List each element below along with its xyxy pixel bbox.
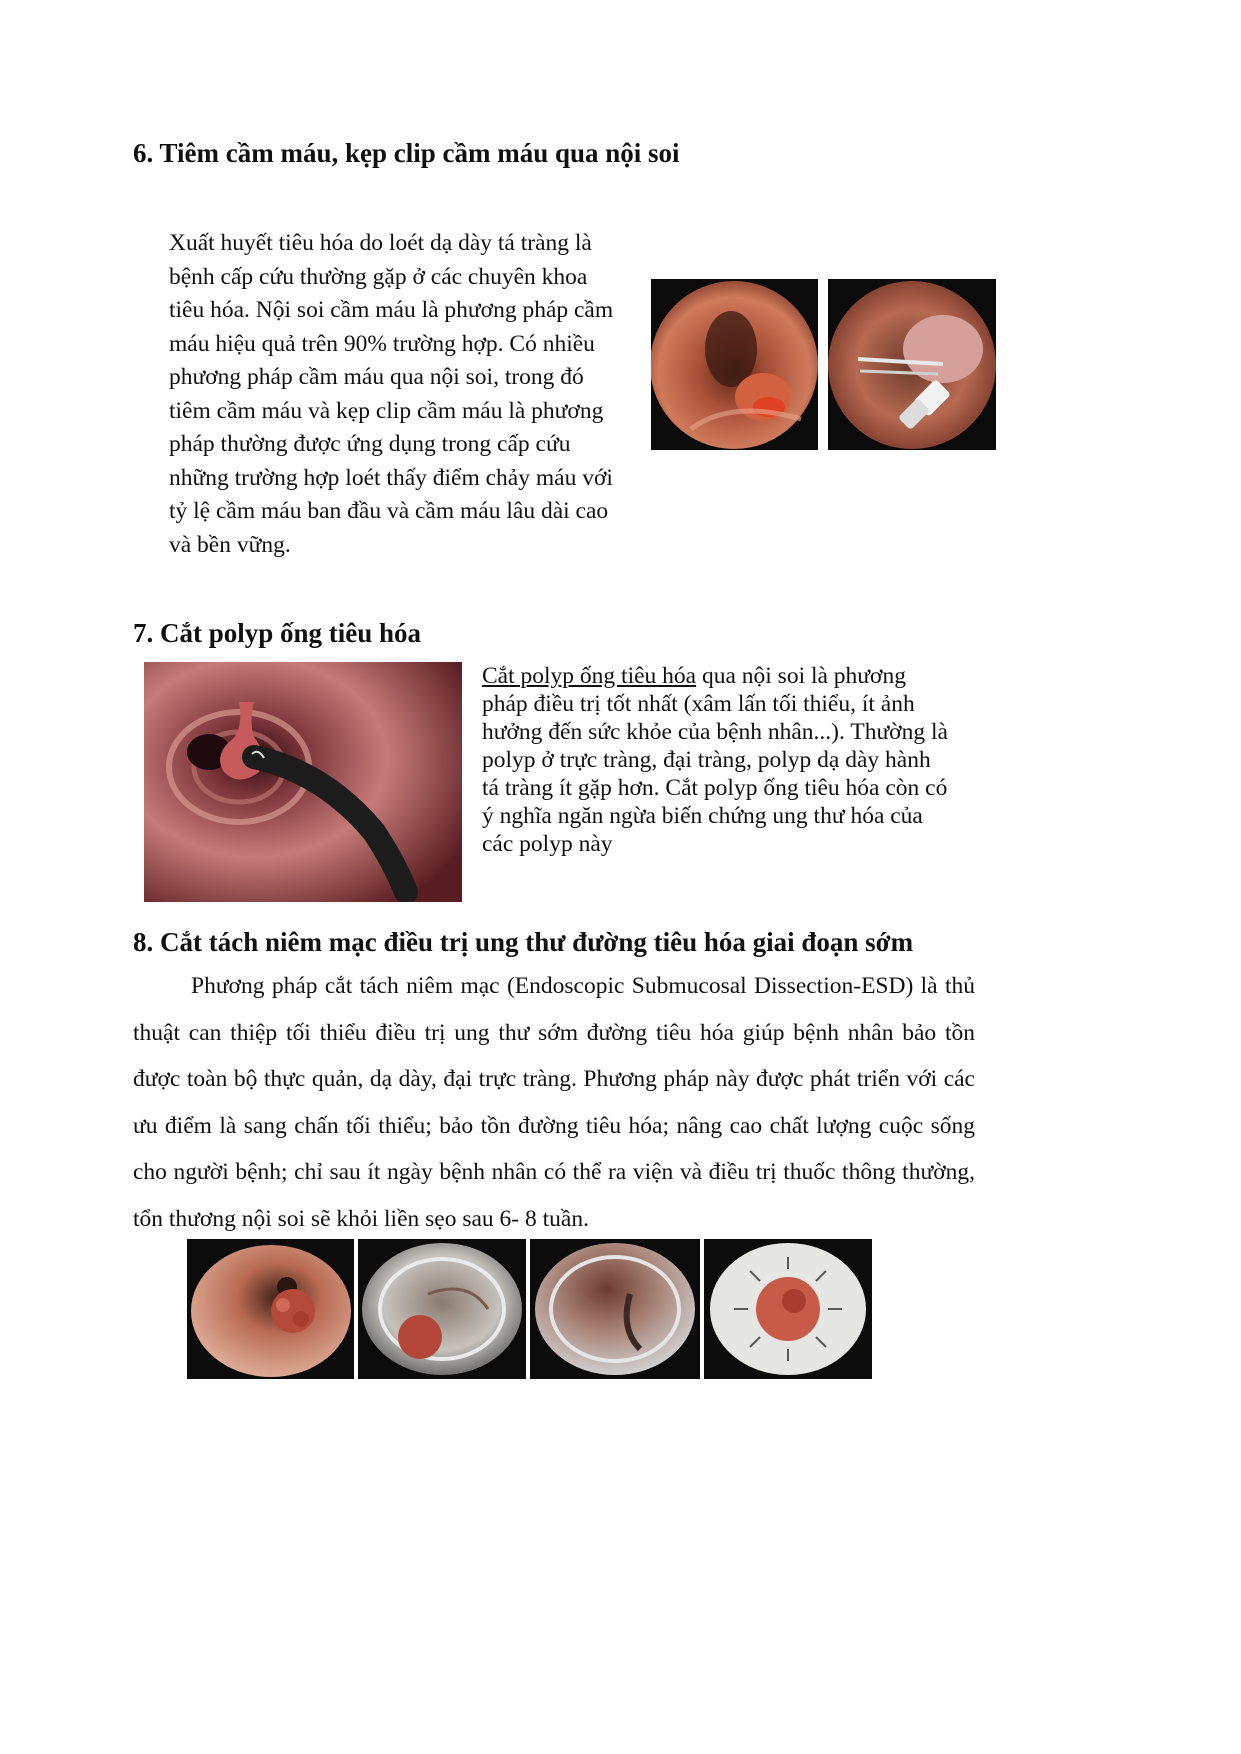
polyp-link[interactable]: Cắt polyp ống tiêu hóa — [482, 663, 697, 689]
esd-image-lesion — [187, 1239, 354, 1379]
esd-image-dissection — [530, 1239, 700, 1379]
text-line: tỷ lệ cầm máu ban đầu và cầm máu lâu dài cao — [169, 498, 609, 524]
polyp-illustration — [144, 662, 462, 902]
section-7-heading: 7. Cắt polyp ống tiêu hóa — [133, 618, 422, 648]
text-line: ý nghĩa ngăn ngừa biến chứng ung thư hóa của — [482, 803, 923, 829]
text-line: pháp thường được ứng dụng trong cấp cứu — [169, 431, 571, 457]
text-line: hưởng đến sức khỏe của bệnh nhân...). Thường là — [482, 719, 948, 745]
section-8-paragraph: Phương pháp cắt tách niêm mạc (Endoscopic Submucosal Dissection-ESD) là thủ thuật can thiệp tối thiểu điều trị ung thư sớm đường tiêu hóa giúp bệnh nhân bảo tồn được toàn bộ thực quản, dạ dày, đại trực tràng. Phương pháp này được phát triển với các ưu điểm là sang chấn tối thiểu; bảo tồn đường tiêu hóa; nâng cao chất lượng cuộc sống cho người bệnh; chỉ sau ít ngày bệnh nhân có thể ra viện và điều trị thuốc thông thường, tổn thương nội soi sẽ khỏi liền sẹo sau 6- 8 tuần. — [133, 973, 975, 1232]
endoscopy-clip-image — [828, 279, 996, 450]
section-6-text — [169, 227, 639, 562]
endoscopy-ulcer-image — [651, 279, 818, 450]
section-8-heading: 8. Cắt tách niêm mạc điều trị ung thư đường tiêu hóa giai đoạn sớm — [133, 927, 914, 957]
esd-image-specimen — [704, 1239, 872, 1379]
section-6-heading: 6. Tiêm cầm máu, kẹp clip cầm máu qua nội soi — [133, 138, 680, 168]
text-line: máu hiệu quả trên 90% trường hợp. Có nhiều — [169, 330, 595, 357]
text-line: pháp điều trị tốt nhất (xâm lấn tối thiểu, ít ảnh — [482, 691, 915, 717]
text-line: tá tràng ít gặp hơn. Cắt polyp ống tiêu hóa còn có — [482, 775, 948, 801]
text-line: polyp ở trực tràng, đại tràng, polyp dạ dày hành — [482, 747, 931, 773]
text-line: phương pháp cầm máu qua nội soi, trong đó — [169, 364, 584, 390]
text-line: tiêm cầm máu và kẹp clip cầm máu là phương — [169, 397, 604, 424]
text-line: tiêu hóa. Nội soi cầm máu là phương pháp cầm — [169, 297, 614, 323]
text-line: Xuất huyết tiêu hóa do loét dạ dày tá tràng là — [169, 230, 592, 256]
text-line — [482, 662, 982, 690]
text-line: bệnh cấp cứu thường gặp ở các chuyên khoa — [169, 263, 588, 290]
text-line: các polyp này — [482, 831, 613, 857]
text-line-rest: qua nội soi là phương — [696, 663, 906, 689]
esd-image-marking — [358, 1239, 526, 1379]
text-line: và bền vững. — [169, 531, 291, 558]
section-7-text — [482, 662, 982, 858]
text-line: những trường hợp loét thấy điểm chảy máu với — [169, 464, 613, 491]
